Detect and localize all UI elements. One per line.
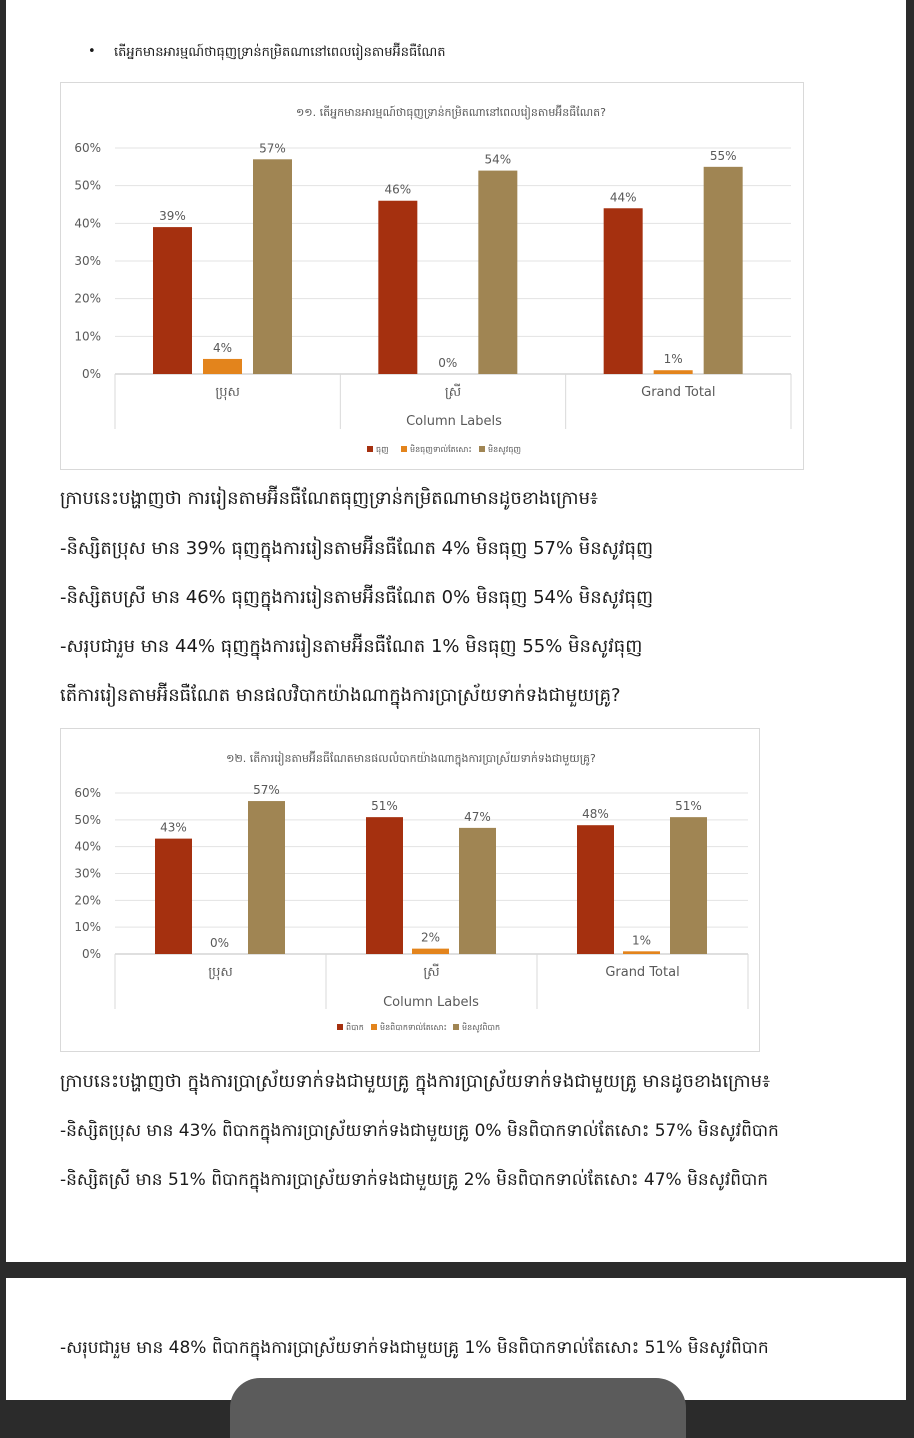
chart-2 [60, 728, 760, 1052]
category-label: ស្រី [423, 965, 440, 980]
section1-next-question: តើការរៀនតាមអ៊ីនធឺណែត មានផលវិបាកយ៉ាងណាក្នុងការប្រាស្រ័យទាក់ទងជាមួយគ្រូ? [60, 685, 621, 706]
data-label: 48% [582, 807, 609, 822]
legend-entry: ពិបាក [346, 1023, 364, 1032]
chart-title: ១១. តើអ្នកមានអារម្មណ៍ថាធុញទ្រាន់កម្រិតណានៅពេលរៀនតាមអ៊ីនធឺណែត? [295, 106, 607, 119]
x-axis-title: Column Labels [383, 995, 479, 1010]
data-label: 51% [675, 799, 702, 814]
section1-intro: ក្រាបនេះបង្ហាញថា ការរៀនតាមអ៊ីនធឺណែតធុញទ្រាន់កម្រិតណាមានដូចខាងក្រោម៖ [60, 488, 598, 509]
bar-មិនធុញទាល់តែសោះ [203, 359, 242, 374]
legend-swatch [337, 1024, 343, 1030]
data-label: 39% [159, 209, 186, 224]
category-label: Grand Total [605, 965, 680, 980]
bar-មិនពិបាកទាល់តែសោះ [623, 951, 660, 954]
bar-មិនសូវធុញ [704, 167, 743, 374]
data-label: 43% [160, 820, 187, 835]
y-tick-label: 20% [74, 893, 101, 908]
category-label: ស្រី [444, 385, 462, 400]
bar-ពិបាក [577, 825, 614, 954]
bar-មិនសូវពិបាក [248, 801, 285, 954]
data-label: 4% [212, 340, 233, 355]
y-tick-label: 40% [74, 839, 101, 854]
y-tick-label: 30% [74, 254, 101, 268]
legend-entry: ធុញ [376, 445, 389, 454]
chart-title: ១២. តើការរៀនតាមអ៊ីនធឺណែតមានផលលំបាកយ៉ាងណាក្នុងការប្រាស្រ័យទាក់ទងជាមួយគ្រូ? [226, 752, 596, 765]
section2-line-total: -សរុបជារួម មាន 48% ពិបាកក្នុងការប្រាស្រ័យទាក់ទងជាមួយគ្រូ 1% មិនពិបាកទាល់តែសោះ 51% មិនសូវពិបាក [60, 1338, 769, 1358]
data-label: 44% [609, 190, 637, 205]
legend-entry: មិនសូវពិបាក [462, 1023, 501, 1032]
section1-line-female: -និស្សិតបស្រី មាន 46% ធុញក្នុងការរៀនតាមអ៊ីនធឺណែត 0% មិនធុញ 54% មិនសូវធុញ [60, 587, 654, 608]
legend-swatch [453, 1024, 459, 1030]
y-tick-label: 50% [74, 178, 101, 193]
y-tick-label: 60% [74, 786, 101, 800]
section1-line-total: -សរុបជារួម មាន 44% ធុញក្នុងការរៀនតាមអ៊ីនធឺណែត 1% មិនធុញ 55% មិនសូវធុញ [60, 636, 643, 657]
bar-ធុញ [378, 201, 417, 374]
data-label: 57% [259, 141, 286, 156]
y-tick-label: 10% [74, 920, 101, 935]
bar-មិនធុញទាល់តែសោះ [654, 370, 693, 374]
bar-មិនសូវធុញ [478, 171, 517, 374]
bar-មិនសូវពិបាក [670, 817, 707, 954]
bar-មិនពិបាកទាល់តែសោះ [412, 949, 449, 954]
data-label: 55% [709, 148, 737, 163]
y-tick-label: 30% [74, 866, 101, 881]
y-tick-label: 40% [74, 216, 101, 231]
y-tick-label: 50% [74, 812, 101, 827]
legend-swatch [401, 446, 407, 452]
bullet-dot: • [88, 44, 96, 59]
chart-1 [60, 82, 804, 470]
data-label: 51% [371, 799, 398, 814]
y-tick-label: 0% [81, 367, 101, 381]
data-label: 54% [484, 152, 512, 167]
data-label: 2% [420, 930, 441, 945]
legend-swatch [371, 1024, 377, 1030]
chart-1-svg [61, 83, 803, 469]
section2-line-male: -និស្សិតប្រុស មាន 43% ពិបាកក្នុងការប្រាស្រ័យទាក់ទងជាមួយគ្រូ 0% មិនពិបាកទាល់តែសោះ 57% មិនសូវពិបាក [60, 1121, 779, 1141]
legend-entry: មិនពិបាកទាល់តែសោះ [380, 1023, 447, 1032]
bar-ធុញ [153, 227, 192, 374]
y-tick-label: 10% [74, 329, 101, 344]
category-label: ប្រុស [208, 965, 233, 980]
data-label: 0% [209, 936, 230, 950]
data-label: 1% [631, 933, 652, 948]
legend-entry: មិនធុញទាល់តែសោះ [410, 445, 472, 454]
document-page-1 [6, 0, 906, 1262]
data-label: 0% [438, 356, 458, 370]
y-tick-label: 0% [81, 947, 101, 961]
floating-control-bar[interactable] [230, 1378, 686, 1438]
bar-ពិបាក [155, 839, 192, 954]
section1-line-male: -និស្សិតប្រុស មាន 39% ធុញក្នុងការរៀនតាមអ៊ីនធឺណែត 4% មិនធុញ 57% មិនសូវធុញ [60, 538, 654, 559]
category-label: ប្រុស [215, 385, 240, 400]
chart-2-svg [61, 729, 759, 1051]
bar-ធុញ [604, 208, 643, 374]
data-label: 1% [663, 352, 683, 367]
legend-swatch [479, 446, 485, 452]
x-axis-title: Column Labels [406, 414, 502, 429]
legend-entry: មិនសូវធុញ [488, 445, 522, 454]
y-tick-label: 20% [74, 291, 101, 306]
data-label: 57% [253, 783, 280, 798]
section2-intro: ក្រាបនេះបង្ហាញថា ក្នុងការប្រាស្រ័យទាក់ទងជាមួយគ្រូ ក្នុងការប្រាស្រ័យទាក់ទងជាមួយគ្រូ មានដូចខាងក្រោម៖ [60, 1071, 771, 1092]
data-label: 46% [384, 182, 412, 197]
bar-មិនសូវពិបាក [459, 828, 496, 954]
y-tick-label: 60% [74, 141, 101, 155]
legend-swatch [367, 446, 373, 452]
data-label: 47% [464, 809, 491, 824]
section2-line-female: -និស្សិតស្រី មាន 51% ពិបាកក្នុងការប្រាស្រ័យទាក់ទងជាមួយគ្រូ 2% មិនពិបាកទាល់តែសោះ 47% មិនសូវពិបាក [60, 1170, 769, 1190]
category-label: Grand Total [641, 385, 716, 400]
bar-មិនសូវធុញ [253, 159, 292, 374]
bar-ពិបាក [366, 817, 403, 954]
bullet-question: តើអ្នកមានអារម្មណ៍ថាធុញទ្រាន់កម្រិតណានៅពេលរៀនតាមអ៊ីនធឺណែត [114, 45, 446, 60]
